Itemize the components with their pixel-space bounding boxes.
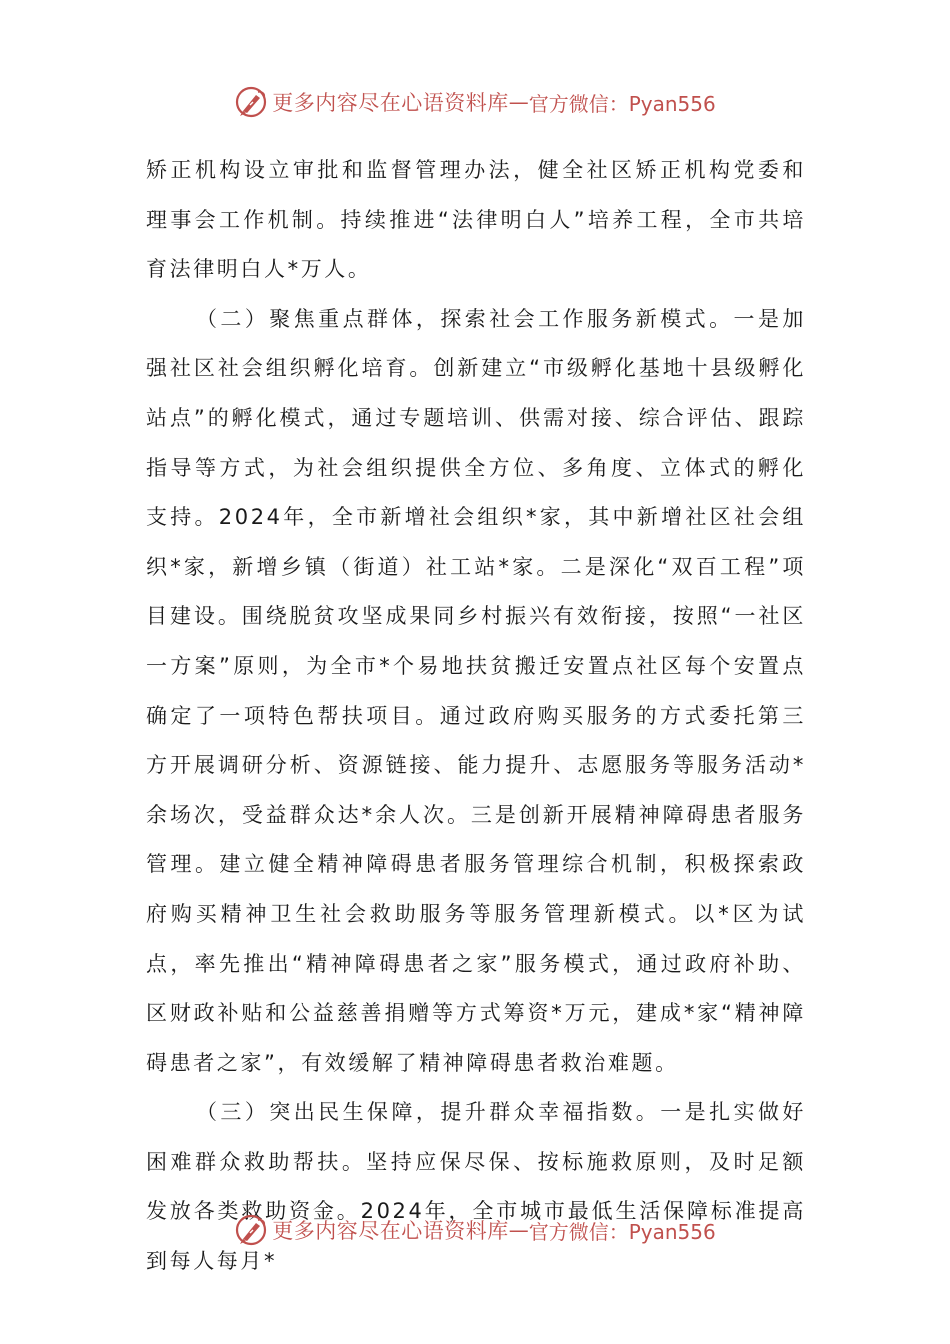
paragraph-3: （三）突出民生保障，提升群众幸福指数。一是扎实做好困难群众救助帮扶。坚持应保尽保、按标施救原则，及时足额发放各类救助资金。2024年，全市城市最低生活保障标准提高到每人每月* — [146, 1100, 806, 1274]
document-body — [146, 146, 806, 1287]
paragraph-2: （二）聚焦重点群体，探索社会工作服务新模式。一是加强社区社会组织孵化培育。创新建立“市级孵化基地十县级孵化站点”的孵化模式，通过专题培训、供需对接、综合评估、跟踪指导等方式，为社会组织提供全方位、多角度、立体式的孵化支持。2024年，全市新增社会组织*家，其中新增社区社会组织*家，新增乡镇（街道）社工站*家。二是深化“双百工程”项目建设。围绕脱贫攻坚成果同乡村振兴有效衔接，按照“一社区一方案”原则，为全市*个易地扶贫搬迁安置点社区每个安置点确定了一项特色帮扶项目。通过政府购买服务的方式委托第三方开展调研分析、资源链接、能力提升、志愿服务等服务活动*余场次，受益群众达*余人次。三是创新开展精神障碍患者服务管理。建立健全精神障碍患者服务管理综合机制，积极探索政府购买精神卫生社会救助服务等服务管理新模式。以*区为试点，率先推出“精神障碍患者之家”服务模式，通过政府补助、区财政补贴和公益慈善捐赠等方式筹资*万元，建成*家“精神障碍患者之家”，有效缓解了精神障碍患者救治难题。 — [146, 306, 806, 1075]
pen-nib-logo-icon — [234, 85, 268, 119]
banner-dash: — — [508, 1218, 529, 1242]
banner-wechat: 官方微信：Pyan556 — [528, 91, 716, 116]
banner-title: 更多内容尽在心语资料库 — [272, 1219, 509, 1243]
pen-nib-logo-icon — [234, 1213, 268, 1247]
banner-wechat: 官方微信：Pyan556 — [528, 1219, 716, 1244]
banner-dash: — — [508, 90, 529, 114]
header-banner — [0, 82, 950, 122]
paragraph-1: 矫正机构设立审批和监督管理办法，健全社区矫正机构党委和理事会工作机制。持续推进“法律明白人”培养工程，全市共培育法律明白人*万人。 — [146, 158, 806, 282]
footer-banner — [0, 1210, 950, 1250]
banner-title: 更多内容尽在心语资料库 — [272, 91, 509, 115]
